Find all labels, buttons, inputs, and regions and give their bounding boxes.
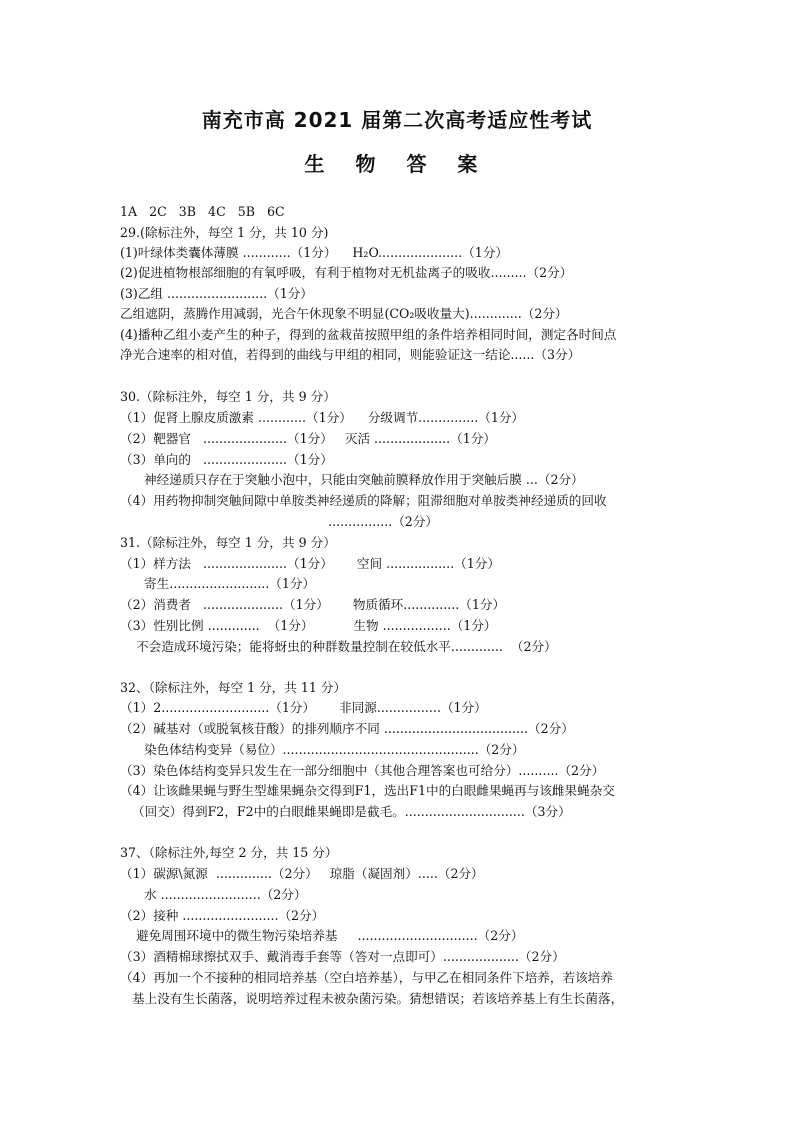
answer-line: （3）酒精棉球擦拭双手、戴消毒手套等（答对一点即可）...................（2分） (120, 949, 565, 964)
answer-line: 不会造成环境污染；能将蚜虫的种群数量控制在较低水平............. （2分） (120, 639, 557, 654)
answer-line: （4）用药物抑制突触间隙中单胺类神经递质的降解；阻滞细胞对单胺类神经递质的回收 (120, 493, 607, 508)
answer-line: 净光合速率的相对值，若得到的曲线与甲组的相同，则能验证这一结论......（3分） (120, 347, 581, 362)
answer-line: 神经递质只存在于突触小泡中，只能由突触前膜释放作用于突触后膜 ...（2分） (120, 472, 584, 487)
answer-line: （2）碱基对（或脱氧核苷酸）的排列顺序不同 ....................................（2分） (120, 721, 574, 736)
answer-line: （3）单向的 .....................（1分） (120, 452, 333, 467)
answer-line: 乙组遮阴，蒸腾作用减弱，光合午休现象不明显(CO₂吸收量大).............（2分） (120, 306, 568, 321)
answer-line: （3）性别比例 ............. （1分） 生物 .................（1分） (120, 618, 497, 633)
answer-line: ................（2分） (120, 514, 439, 529)
answer-line: 29.(除标注外，每空 1 分，共 10 分) (120, 225, 329, 240)
answer-line: 避免周围环境中的微生物污染培养基 ..............................（2分） (120, 928, 524, 943)
page-title: 南充市高 2021 届第二次高考适应性考试 (201, 108, 593, 132)
answer-line: （1）2...........................（1分） 非同源................（1分） (120, 700, 487, 715)
answer-line: （3）染色体结构变异只发生在一部分细胞中（其他合理答案也可给分）..........（2分） (120, 763, 605, 778)
answer-line: （1）样方法 .....................（1分） 空间 .................（1分） (120, 556, 500, 571)
answer-line: (4)播种乙组小麦产生的种子，得到的盆栽苗按照甲组的条件培养相同时间，测定各时间点 (120, 327, 617, 342)
answer-line: 30.（除标注外，每空 1 分，共 9 分） (120, 389, 336, 404)
answer-line: 32、（除标注外，每空 1 分，共 11 分） (120, 680, 347, 695)
answer-line: 染色体结构变异（易位）.................................................（2分） (120, 742, 525, 757)
answer-line: （2）消费者 ....................（1分） 物质循环..............（1分） (120, 597, 506, 612)
answer-line: 31.（除标注外，每空 1 分，共 9 分） (120, 535, 336, 550)
answer-line: 寄生.........................（1分） (120, 576, 316, 591)
page-subtitle: 生 物 答 案 (304, 152, 490, 176)
answer-line: （4）再加一个不接种的相同培养基（空白培养基），与甲乙在相同条件下培养，若该培养 (120, 970, 613, 985)
answer-line: （1）碳源\氮源 ..............（2分） 琼脂（凝固剂）.....（2分） (120, 866, 484, 881)
answer-line: （2）接种 ........................（2分） (120, 908, 325, 923)
answer-line: 基上没有生长菌落，说明培养过程未被杂菌污染。猜想错误；若该培养基上有生长菌落， (120, 991, 624, 1006)
answer-line: （2）靶器官 .....................（1分） 灭活 ...................（1分） (120, 431, 496, 446)
answer-line: 37、（除标注外,每空 2 分，共 15 分） (120, 845, 338, 860)
answer-line: (2)促进植物根部细胞的有氧呼吸，有利于植物对无机盐离子的吸收.........（2分） (120, 265, 573, 280)
answer-line: (3)乙组 .........................（1分） (120, 286, 313, 301)
answer-line: （1）促肾上腺皮质激素 ............（1分） 分级调节...............（1分） (120, 410, 525, 425)
answer-line: （回交）得到F2，F2中的白眼雌果蝇即是截毛。..............................（3分） (120, 804, 571, 819)
answer-line: 水 .........................（2分） (120, 887, 307, 902)
answer-line: (1)叶绿体类囊体薄膜 ............（1分） H₂O.....................（1分） (120, 245, 508, 260)
answer-line: （4）让该雌果蝇与野生型雄果蝇杂交得到F1，选出F1中的白眼雌果蝇再与该雌果蝇杂交 (120, 783, 615, 798)
answer-line: 1A 2C 3B 4C 5B 6C (120, 204, 285, 219)
